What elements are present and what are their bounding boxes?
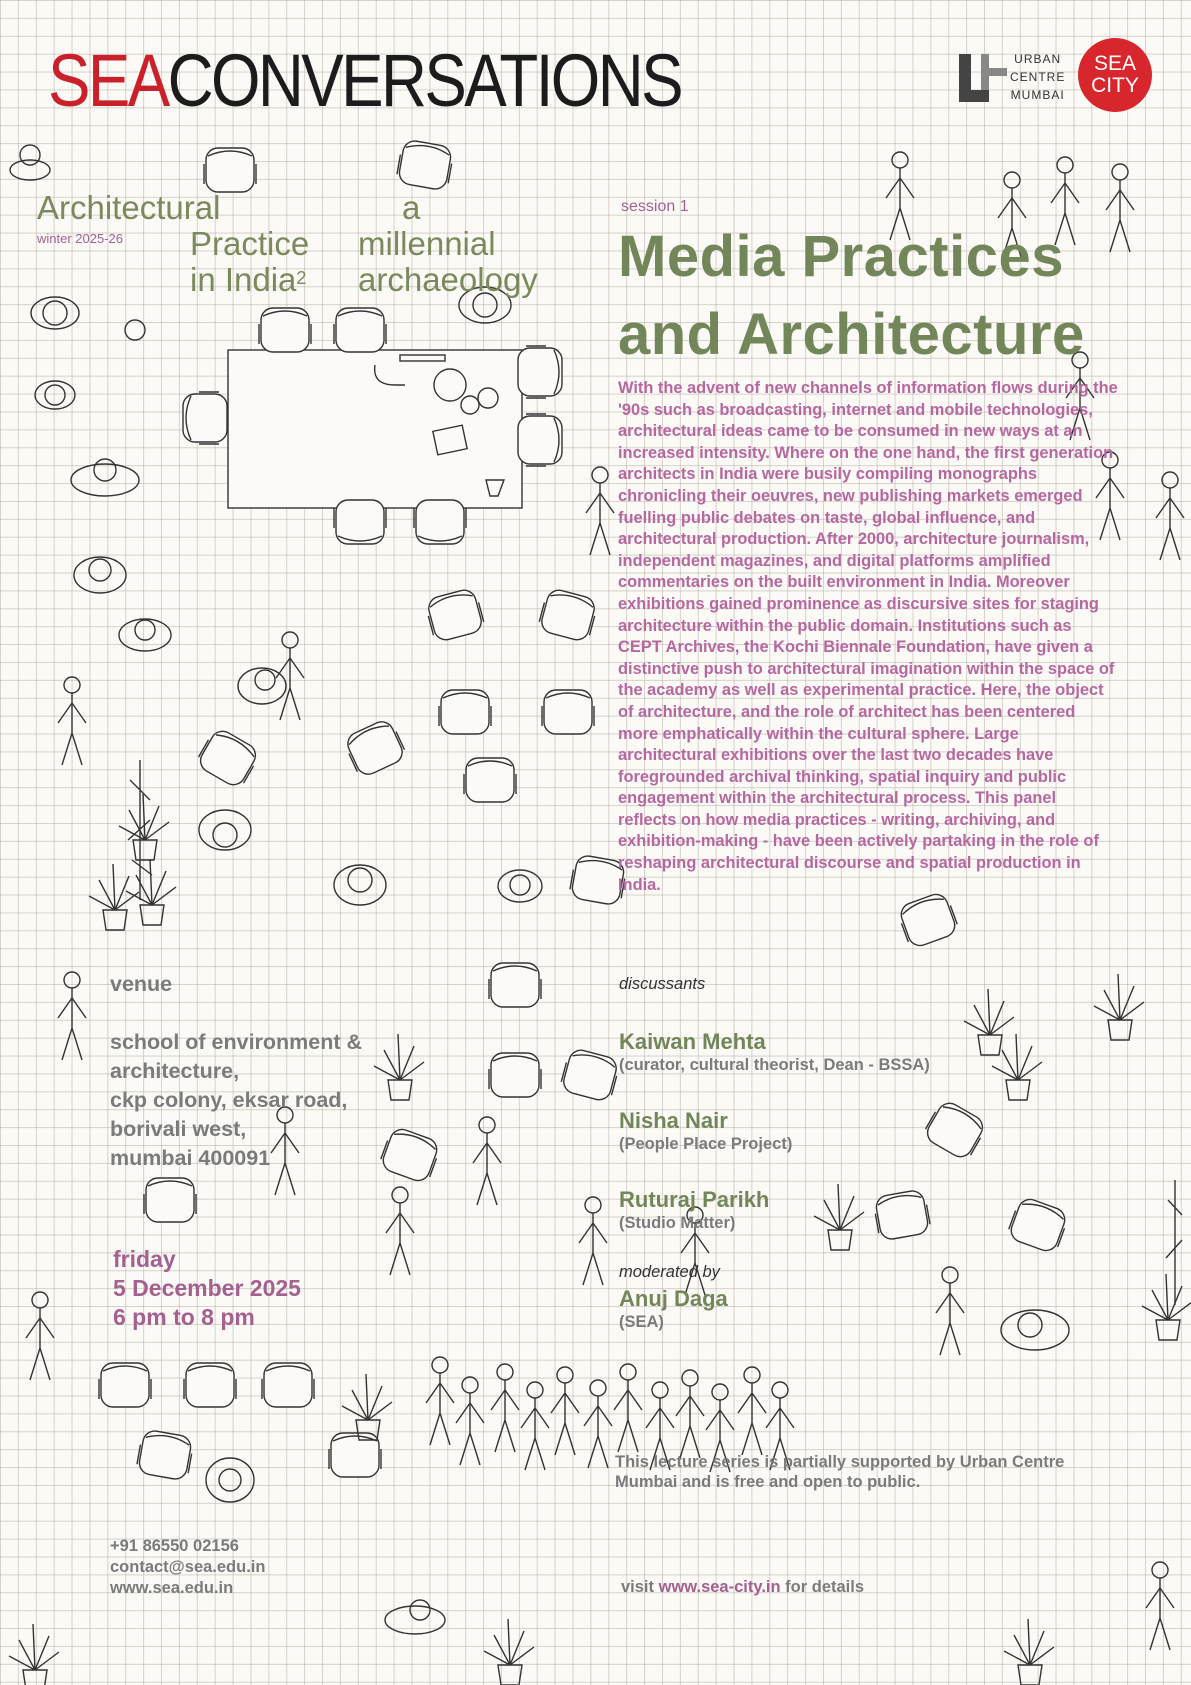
schedule-block [113,1245,301,1332]
contact-block [110,1536,265,1599]
session-abstract: With the advent of new channels of information flows during the '90s such as broadcasting, internet and mobile technologies, architectural ideas came to be consumed in new ways at an increased intensity. Where on the one hand, the first generation architects in India were busily compiling monographs chronicling their oeuvres, new publishing markets emerged fuelling public debates on taste, global influence, and architectural production. After 2000, architecture journalism, independent magazines, and digital platforms amplified commentaries on the built environment in India. Moreover exhibitions gained prominence as discursive sites for staging architecture within the public domain. Institutions such as CEPT Archives, the Kochi Biennale Foundation, have given a distinctive push to architectural imagination within the space of the academy as well as experimental practice. Here, the object of architecture, and the role of architect has been centered more emphatically within the cultural sphere. Large architectural exhibitions over the last two decades have foregrounded archival thinking, spatial inquiry and public engagement within the architectural process. This panel reflects on how media practices - writing, archiving, and exhibition-making - have been actively partaking in the role of reshaping architectural discourse and spatial production in India. [618,379,1118,894]
contact-email[interactable]: contact@sea.edu.in [110,1558,266,1576]
venue-block [110,970,362,1173]
seacity-line-1: SEA [1093,52,1137,75]
partner-line-1: URBAN [1014,52,1062,66]
discussant-name: Ruturaj Parikh [619,1187,770,1212]
brand-conversations: CONVERSATIONS [167,39,681,122]
support-note: This lecture series is partially supported by Urban Centre Mumbai and is free and open to public. [615,1453,1065,1491]
discussant-1 [619,1029,930,1075]
brand-wordmark [48,39,681,122]
urban-centre-mumbai-text [1010,50,1065,104]
sea-city-logo [1078,38,1152,112]
session-title-line-1: Media Practices [618,224,1064,289]
partner-line-3: MUMBAI [1010,88,1065,102]
series-word-practice: Practice [190,225,310,262]
venue-line-5: mumbai 400091 [110,1146,271,1170]
moderated-by-label: moderated by [619,1263,720,1281]
brand-sea: SEA [48,39,168,122]
discussant-3 [619,1187,769,1233]
visit-prefix: visit [621,1578,659,1596]
visit-line [621,1578,864,1597]
series-word-millennial: millennial [358,225,496,262]
series-in-india [190,262,306,298]
visit-suffix: for details [780,1578,865,1596]
series-word-a: a [402,189,421,226]
venue-line-1: school of environment & [110,1030,363,1054]
series-word-archaeology: archaeology [358,261,538,298]
schedule-day: friday [113,1246,176,1272]
session-title [618,218,1085,374]
session-label: session 1 [621,198,689,215]
schedule-time: 6 pm to 8 pm [113,1304,255,1330]
discussants-label: discussants [619,975,706,993]
moderator-name: Anuj Daga [619,1286,728,1311]
partner-line-2: CENTRE [1010,70,1066,84]
venue-line-2: architecture, [110,1059,240,1083]
series-word-architectural: Architectural [37,189,221,226]
discussant-role: (People Place Project) [619,1135,793,1153]
seacity-line-2: CITY [1091,74,1139,97]
series-season: winter 2025-26 [37,231,123,246]
venue-label: venue [110,972,173,996]
contact-phone[interactable]: +91 86550 02156 [110,1537,239,1555]
session-title-line-2: and Architecture [618,302,1085,367]
discussant-name: Nisha Nair [619,1108,728,1133]
schedule-date: 5 December 2025 [113,1275,301,1301]
series-superscript: 2 [296,268,307,288]
discussant-role: (Studio Matter) [619,1214,736,1232]
visit-link[interactable]: www.sea-city.in [658,1578,781,1596]
discussant-role: (curator, cultural theorist, Dean - BSSA) [619,1056,930,1074]
venue-line-3: ckp colony, eksar road, [110,1088,348,1112]
contact-website[interactable]: www.sea.edu.in [110,1579,234,1597]
venue-line-4: borivali west, [110,1117,247,1141]
moderator [619,1286,728,1332]
series-word-in-india: in India [190,261,297,298]
discussant-name: Kaiwan Mehta [619,1029,766,1054]
moderator-role: (SEA) [619,1313,664,1331]
discussant-2 [619,1108,792,1154]
